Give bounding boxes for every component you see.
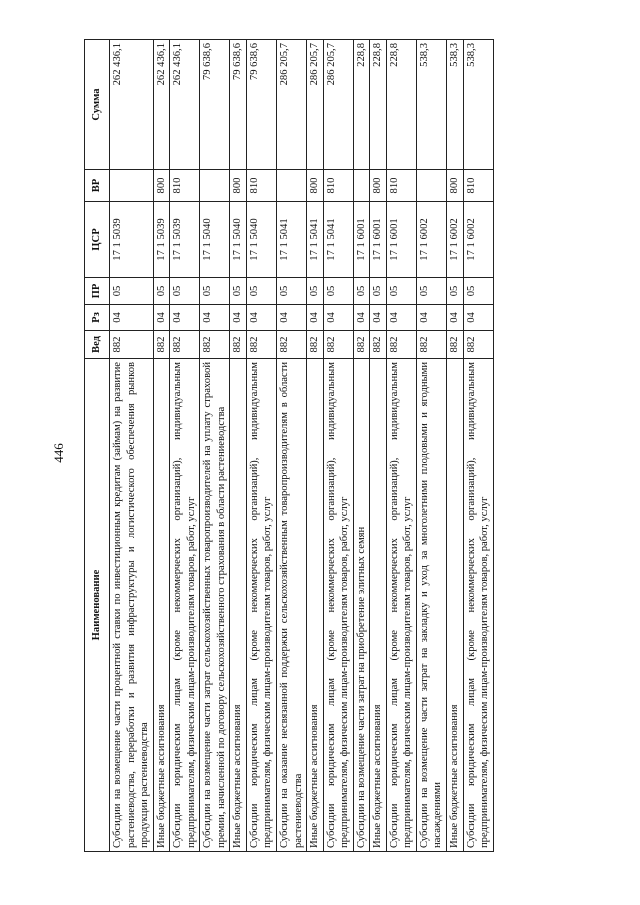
cell-vr: 800: [370, 170, 387, 202]
cell-sum: 538,3: [447, 40, 464, 170]
cell-rz: 04: [110, 305, 154, 331]
cell-csr: 17 1 5040: [246, 202, 276, 278]
table-row: [353, 40, 370, 852]
cell-csr: 17 1 5041: [323, 202, 353, 278]
cell-csr: 17 1 6002: [416, 202, 446, 278]
cell-sum: 79 638,6: [230, 40, 247, 170]
cell-pr: 05: [230, 278, 247, 305]
table-row: [230, 40, 247, 852]
cell-sum: 228,8: [386, 40, 416, 170]
table-row: [447, 40, 464, 852]
cell-csr: 17 1 6002: [463, 202, 493, 278]
cell-rz: 04: [200, 305, 230, 331]
cell-sum: 286 205,7: [277, 40, 307, 170]
cell-csr: 17 1 5039: [153, 202, 170, 278]
cell-pr: 05: [370, 278, 387, 305]
cell-name: Иные бюджетные ассигнования: [447, 359, 464, 852]
table-row: [246, 40, 276, 852]
cell-name: Субсидии на возмещение части затрат сельскохозяйственных товаропроизводителей на уплату страховой премии, начисленной по договору сельскохозяйственного страхования в области растениеводства: [200, 359, 230, 852]
table-row: [323, 40, 353, 852]
header-csr: ЦСР: [85, 202, 110, 278]
table-row: [386, 40, 416, 852]
cell-csr: 17 1 5040: [230, 202, 247, 278]
cell-ved: 882: [110, 331, 154, 359]
cell-rz: 04: [153, 305, 170, 331]
cell-ved: 882: [463, 331, 493, 359]
cell-name: Субсидии юридическим лицам (кроме некоммерческих организаций), индивидуальным предпринимателям, физическим лицам-производителям товаров, работ, услуг: [386, 359, 416, 852]
budget-table: [84, 39, 494, 852]
cell-rz: 04: [307, 305, 324, 331]
cell-ved: 882: [170, 331, 200, 359]
cell-pr: 05: [463, 278, 493, 305]
cell-pr: 05: [153, 278, 170, 305]
cell-sum: 286 205,7: [323, 40, 353, 170]
cell-rz: 04: [323, 305, 353, 331]
cell-vr: [416, 170, 446, 202]
cell-vr: 810: [323, 170, 353, 202]
cell-name: Иные бюджетные ассигнования: [370, 359, 387, 852]
cell-csr: 17 1 6001: [353, 202, 370, 278]
cell-ved: 882: [277, 331, 307, 359]
cell-pr: 05: [200, 278, 230, 305]
cell-rz: 04: [370, 305, 387, 331]
cell-sum: 79 638,6: [200, 40, 230, 170]
cell-rz: 04: [246, 305, 276, 331]
table-row: [110, 40, 154, 852]
cell-vr: 810: [170, 170, 200, 202]
table-body: [110, 40, 494, 852]
cell-ved: 882: [323, 331, 353, 359]
cell-ved: 882: [200, 331, 230, 359]
cell-ved: 882: [230, 331, 247, 359]
cell-sum: 262 436,1: [153, 40, 170, 170]
cell-ved: 882: [447, 331, 464, 359]
cell-ved: 882: [353, 331, 370, 359]
header-name: Наименование: [85, 359, 110, 852]
cell-rz: 04: [170, 305, 200, 331]
cell-sum: 79 638,6: [246, 40, 276, 170]
cell-sum: 286 205,7: [307, 40, 324, 170]
cell-name: Субсидии на возмещение части процентной ставки по инвестиционным кредитам (займам) на развитие растениеводства, переработки и развития инфраструктуры и логистического обеспечения рынков продукции растениеводства: [110, 359, 154, 852]
header-row: [85, 40, 110, 852]
cell-csr: 17 1 5041: [277, 202, 307, 278]
cell-pr: 05: [447, 278, 464, 305]
cell-csr: 17 1 6002: [447, 202, 464, 278]
cell-vr: [353, 170, 370, 202]
cell-rz: 04: [353, 305, 370, 331]
table-row: [277, 40, 307, 852]
cell-pr: 05: [307, 278, 324, 305]
cell-pr: 05: [110, 278, 154, 305]
cell-name: Субсидии юридическим лицам (кроме некоммерческих организаций), индивидуальным предпринимателям, физическим лицам-производителям товаров, работ, услуг: [246, 359, 276, 852]
cell-name: Субсидии на возмещение части затрат на приобретение элитных семян: [353, 359, 370, 852]
cell-name: Субсидии на возмещение части затрат на закладку и уход за многолетними плодовыми и ягодными насаждениями: [416, 359, 446, 852]
cell-name: Субсидии юридическим лицам (кроме некоммерческих организаций), индивидуальным предпринимателям, физическим лицам-производителям товаров, работ, услуг: [323, 359, 353, 852]
table-row: [200, 40, 230, 852]
cell-rz: 04: [416, 305, 446, 331]
cell-pr: 05: [277, 278, 307, 305]
cell-sum: 228,8: [353, 40, 370, 170]
table-row: [307, 40, 324, 852]
cell-name: Иные бюджетные ассигнования: [230, 359, 247, 852]
cell-csr: 17 1 6001: [386, 202, 416, 278]
cell-rz: 04: [463, 305, 493, 331]
cell-csr: 17 1 6001: [370, 202, 387, 278]
cell-ved: 882: [153, 331, 170, 359]
rotated-page-content: [84, 40, 599, 852]
table-row: [153, 40, 170, 852]
cell-name: Иные бюджетные ассигнования: [153, 359, 170, 852]
cell-ved: 882: [246, 331, 276, 359]
cell-ved: 882: [386, 331, 416, 359]
cell-pr: 05: [170, 278, 200, 305]
cell-name: Субсидии на оказание несвязанной поддержки сельскохозяйственным товаропроизводителям в области растениеводства: [277, 359, 307, 852]
cell-vr: 810: [386, 170, 416, 202]
cell-csr: 17 1 5039: [170, 202, 200, 278]
cell-name: Субсидии юридическим лицам (кроме некоммерческих организаций), индивидуальным предпринимателям, физическим лицам-производителям товаров, работ, услуг: [463, 359, 493, 852]
cell-vr: [200, 170, 230, 202]
table-row: [463, 40, 493, 852]
cell-pr: 05: [323, 278, 353, 305]
header-pr: ПР: [85, 278, 110, 305]
cell-vr: 810: [246, 170, 276, 202]
cell-sum: 228,8: [370, 40, 387, 170]
cell-csr: 17 1 5041: [307, 202, 324, 278]
page-number: 446: [51, 443, 66, 463]
cell-csr: 17 1 5039: [110, 202, 154, 278]
header-sum: Сумма: [85, 40, 110, 170]
cell-rz: 04: [230, 305, 247, 331]
cell-vr: 800: [447, 170, 464, 202]
cell-vr: 800: [230, 170, 247, 202]
cell-ved: 882: [307, 331, 324, 359]
cell-pr: 05: [246, 278, 276, 305]
cell-vr: [277, 170, 307, 202]
cell-rz: 04: [386, 305, 416, 331]
table-row: [370, 40, 387, 852]
cell-sum: 538,3: [463, 40, 493, 170]
cell-ved: 882: [416, 331, 446, 359]
header-rz: Рз: [85, 305, 110, 331]
cell-ved: 882: [370, 331, 387, 359]
cell-pr: 05: [353, 278, 370, 305]
cell-rz: 04: [277, 305, 307, 331]
cell-csr: 17 1 5040: [200, 202, 230, 278]
cell-vr: 810: [463, 170, 493, 202]
cell-name: Субсидии юридическим лицам (кроме некоммерческих организаций), индивидуальным предпринимателям, физическим лицам-производителям товаров, работ, услуг: [170, 359, 200, 852]
table-row: [416, 40, 446, 852]
cell-vr: [110, 170, 154, 202]
cell-sum: 262 436,1: [170, 40, 200, 170]
cell-pr: 05: [416, 278, 446, 305]
cell-sum: 262 436,1: [110, 40, 154, 170]
cell-rz: 04: [447, 305, 464, 331]
cell-vr: 800: [307, 170, 324, 202]
cell-name: Иные бюджетные ассигнования: [307, 359, 324, 852]
cell-sum: 538,3: [416, 40, 446, 170]
header-ved: Вед: [85, 331, 110, 359]
header-vr: ВР: [85, 170, 110, 202]
cell-vr: 800: [153, 170, 170, 202]
cell-pr: 05: [386, 278, 416, 305]
table-row: [170, 40, 200, 852]
